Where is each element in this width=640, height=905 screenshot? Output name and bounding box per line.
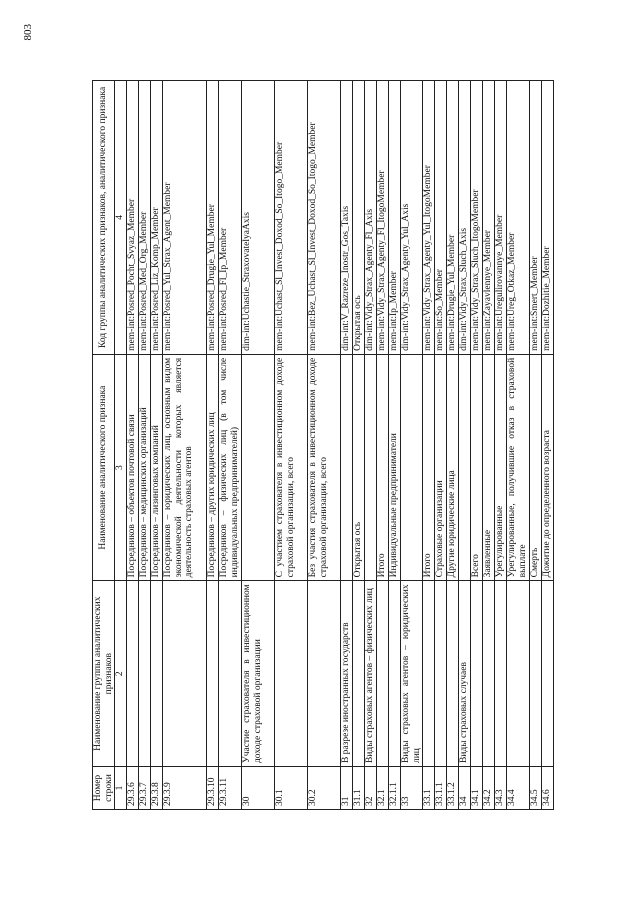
table-row [163,81,207,810]
group-name: Виды страховых случаев [459,581,471,767]
group-name [308,581,341,767]
feature-code: mem-int:Posred_Med_Org_Member [139,81,151,355]
feature-name: Итого [377,354,389,581]
group-name [219,581,242,767]
row-number: 34.2 [483,767,495,810]
group-name [127,581,139,767]
group-name [423,581,435,767]
group-name [275,581,308,767]
table-row [207,81,219,810]
feature-code: Открытая ось [353,81,365,355]
group-name: Виды страховых агентов – физических лиц [365,581,377,767]
feature-name: Страховые организации [435,354,447,581]
row-number: 33.1 [423,767,435,810]
group-name [163,581,207,767]
header-number: Номер строки [93,767,115,810]
row-number: 33.1.2 [447,767,459,810]
group-name [207,581,219,767]
feature-code: dim-int:Vidy_Strax_Sluch_Axis [459,81,471,355]
feature-code: mem-int:Posred_Liz_Komp_Member [151,81,163,355]
index-cell: 4 [115,81,127,355]
row-number: 30.2 [308,767,341,810]
feature-name: Другие юридические лица [447,354,459,581]
table-row [495,81,507,810]
group-name [151,581,163,767]
feature-name: Посредников – физических лиц (в том числе индивидуальных предпринимателей) [219,354,242,581]
feature-code: mem-int:Bez_Uchast_Sl_Invest_Doxod_So_Itogo_Member [308,81,341,355]
feature-code: dim-int:Vidy_Strax_Agenty_Fl_Axis [365,81,377,355]
table-row [389,81,401,810]
row-number: 29.3.6 [127,767,139,810]
row-number: 30.1 [275,767,308,810]
row-number: 29.3.7 [139,767,151,810]
group-name [435,581,447,767]
feature-code: mem-int:Zayavlennye_Member [483,81,495,355]
group-name [483,581,495,767]
group-name [542,581,554,767]
table-row [275,81,308,810]
group-name [389,581,401,767]
header-group: Наименование группы аналитических признаков [93,581,115,767]
table-row [447,81,459,810]
feature-code: mem-int:Posred_Drugie_Yul_Member [207,81,219,355]
feature-name: Урегулированные [495,354,507,581]
row-number: 32.1.1 [389,767,401,810]
feature-name [242,354,275,581]
feature-code: mem-int:Posred_Pocht_Svyaz_Member [127,81,139,355]
feature-code: mem-int:Uregulirovannye_Member [495,81,507,355]
table-row [151,81,163,810]
row-number: 34 [459,767,471,810]
row-number: 33.1.1 [435,767,447,810]
row-number: 32.1 [377,767,389,810]
group-name [353,581,365,767]
row-number: 34.3 [495,767,507,810]
feature-code: mem-int:Posred_Fl_Ip_Member [219,81,242,355]
feature-code: mem-int:Smert_Member [530,81,542,355]
table-row [435,81,447,810]
feature-name: Посредников – объектов почтовой связи [127,354,139,581]
table-row [530,81,542,810]
feature-name [365,354,377,581]
feature-code: dim-int:Uchastie_StraxovatelyaAxis [242,81,275,355]
feature-name [459,354,471,581]
table-row [219,81,242,810]
row-number: 34.4 [507,767,530,810]
page-number: 803 [22,24,34,41]
group-name [495,581,507,767]
header-name: Наименование аналитического признака [93,354,115,581]
feature-name: Урегулированные, получившие отказ в страховой выплате [507,354,530,581]
feature-code: mem-int:Posred_Yul_Strax_Agent_Member [163,81,207,355]
feature-code: dim-int:Vidy_Strax_Agenty_Yul_Axis [401,81,423,355]
feature-code: mem-int:Ureg_Otkaz_Member [507,81,530,355]
feature-name: Смерть [530,354,542,581]
table-row [542,81,554,810]
row-number: 29.3.10 [207,767,219,810]
group-name: В разрезе иностранных государств [341,581,353,767]
feature-name: С участием страхователя в инвестиционном доходе страховой организации, всего [275,354,308,581]
group-name [471,581,483,767]
table-row [353,81,365,810]
index-row [115,81,127,810]
feature-name: Всего [471,354,483,581]
group-name: Участие страхователя в инвестиционном доходе страховой организации [242,581,275,767]
group-name [139,581,151,767]
table-row [365,81,377,810]
row-number: 33 [401,767,423,810]
row-number: 32 [365,767,377,810]
row-number: 34.5 [530,767,542,810]
table-row [242,81,275,810]
analytics-table [92,80,554,810]
feature-code: mem-int:Vidy_Strax_Sluch_ItogoMember [471,81,483,355]
header-row [93,81,115,810]
feature-code: dim-int:V_Razreze_Inostr_Gos_Taxis [341,81,353,355]
index-cell: 1 [115,767,127,810]
feature-name: Посредников – лизинговых компаний [151,354,163,581]
group-name [377,581,389,767]
row-number: 29.3.11 [219,767,242,810]
table-row [377,81,389,810]
feature-code: mem-int:Vidy_Strax_Agenty_Yul_ItogoMember [423,81,435,355]
feature-name: Заявленные [483,354,495,581]
feature-name [341,354,353,581]
feature-code: mem-int:Dozhitie_Member [542,81,554,355]
table-row [471,81,483,810]
table-row [459,81,471,810]
feature-code: mem-int:Drugie_Yul_Member [447,81,459,355]
group-name [447,581,459,767]
table-row [483,81,495,810]
group-name: Виды страховых агентов – юридических лиц [401,581,423,767]
feature-name: Без участия страхователя в инвестиционном доходе страховой организации, всего [308,354,341,581]
row-number: 31.1 [353,767,365,810]
row-number: 34.1 [471,767,483,810]
feature-name [401,354,423,581]
feature-code: mem-int:Uchast_Sl_Invest_Doxod_So_Itogo_Member [275,81,308,355]
table-row [308,81,341,810]
table-row [423,81,435,810]
index-cell: 3 [115,354,127,581]
group-name [507,581,530,767]
table-row [341,81,353,810]
feature-name: Посредников – других юридических лиц [207,354,219,581]
table-row [139,81,151,810]
feature-code: mem-int:Vidy_Strax_Agenty_Fl_ItogoMember [377,81,389,355]
row-number: 29.3.8 [151,767,163,810]
group-name [530,581,542,767]
feature-code: mem-int:Ip_Member [389,81,401,355]
feature-name: Итого [423,354,435,581]
feature-name: Дожитие до определенного возраста [542,354,554,581]
row-number: 31 [341,767,353,810]
index-cell: 2 [115,581,127,767]
header-code: Код группы аналитических признаков, аналитического признака [93,81,115,355]
feature-code: mem-int:So_Member [435,81,447,355]
feature-name: Индивидуальные предприниматели [389,354,401,581]
row-number: 30 [242,767,275,810]
table-row [507,81,530,810]
row-number: 29.3.9 [163,767,207,810]
feature-name: Посредников – медицинских организаций [139,354,151,581]
feature-name: Посредников – юридических лиц, основным видом экономической деятельности которых является деятельность страховых агентов [163,354,207,581]
table-row [401,81,423,810]
row-number: 34.6 [542,767,554,810]
table-row [127,81,139,810]
feature-name: Открытая ось [353,354,365,581]
